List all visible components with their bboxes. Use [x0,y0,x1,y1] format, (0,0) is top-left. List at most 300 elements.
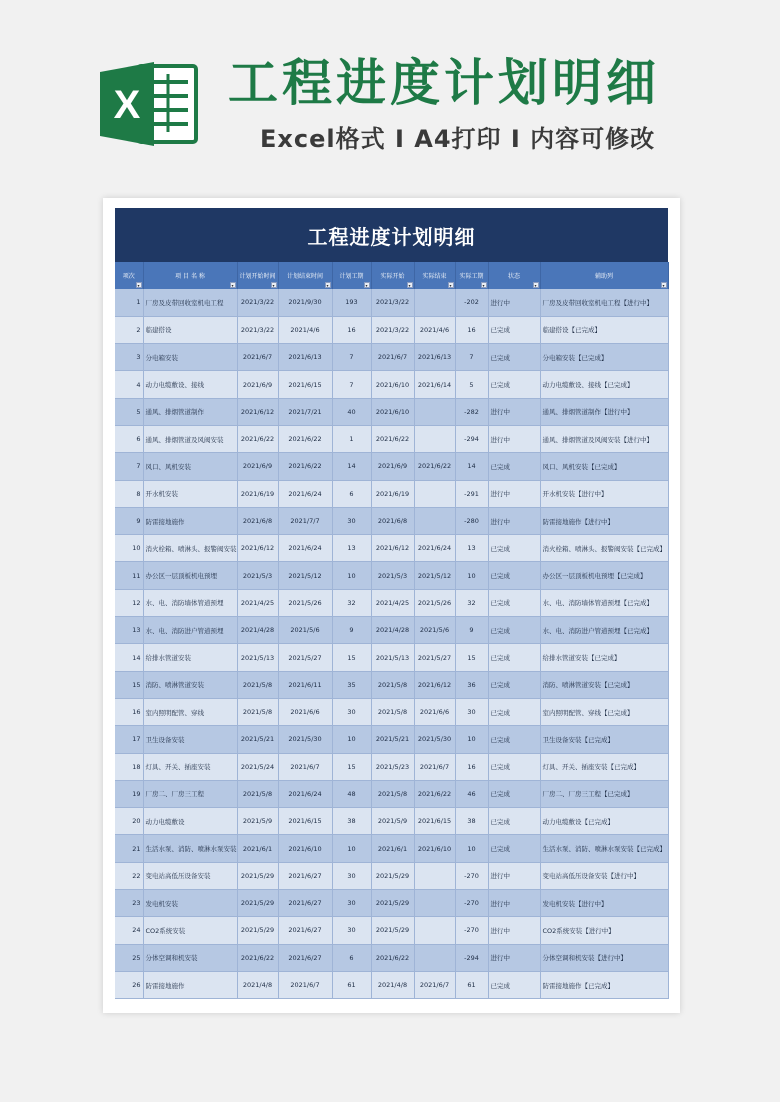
cell-plan-start[interactable]: 2021/3/22 [237,316,278,343]
cell-actual-start[interactable]: 2021/5/3 [371,562,414,589]
cell-plan-end[interactable]: 2021/6/13 [278,344,332,371]
cell-actual-duration[interactable]: 38 [455,808,488,835]
cell-plan-start[interactable]: 2021/5/24 [237,753,278,780]
cell-plan-duration[interactable]: 30 [332,862,371,889]
cell-actual-duration[interactable]: 10 [455,835,488,862]
cell-helper[interactable]: 防雷接地施作【已完成】 [540,971,668,998]
cell-plan-end[interactable]: 2021/4/6 [278,316,332,343]
filter-dropdown-icon[interactable]: ▾ [365,283,368,288]
cell-actual-duration[interactable]: -294 [455,425,488,452]
cell-item-no[interactable]: 4 [115,371,143,398]
cell-item-name[interactable]: 开水机安装 [143,480,237,507]
cell-plan-end[interactable]: 2021/6/15 [278,371,332,398]
cell-helper[interactable]: 通风、排烟管道及风阀安装【进行中】 [540,425,668,452]
cell-actual-end[interactable]: 2021/6/14 [414,371,455,398]
cell-plan-start[interactable]: 2021/5/13 [237,644,278,671]
cell-item-name[interactable]: 厂房二、厂房三工程 [143,780,237,807]
cell-plan-duration[interactable]: 30 [332,507,371,534]
cell-item-no[interactable]: 24 [115,917,143,944]
cell-plan-end[interactable]: 2021/6/22 [278,453,332,480]
cell-actual-start[interactable]: 2021/5/8 [371,698,414,725]
cell-actual-duration[interactable]: -280 [455,507,488,534]
cell-status[interactable]: 进行中 [488,289,540,316]
cell-plan-duration[interactable]: 48 [332,780,371,807]
cell-plan-duration[interactable]: 10 [332,726,371,753]
cell-status[interactable]: 已完成 [488,589,540,616]
cell-plan-start[interactable]: 2021/5/29 [237,890,278,917]
cell-item-no[interactable]: 20 [115,808,143,835]
cell-status[interactable]: 已完成 [488,562,540,589]
cell-status[interactable]: 进行中 [488,398,540,425]
cell-actual-duration[interactable]: 61 [455,971,488,998]
cell-plan-start[interactable]: 2021/5/8 [237,671,278,698]
cell-status[interactable]: 已完成 [488,371,540,398]
filter-dropdown-icon[interactable]: ▾ [326,283,329,288]
cell-actual-duration[interactable]: 16 [455,316,488,343]
cell-plan-start[interactable]: 2021/4/8 [237,971,278,998]
cell-helper[interactable]: 消火栓箱、喷淋头、报警阀安装【已完成】 [540,535,668,562]
cell-plan-duration[interactable]: 193 [332,289,371,316]
table-body [115,289,668,999]
cell-helper[interactable]: 厂房及皮带回收室机电工程【进行中】 [540,289,668,316]
cell-plan-duration[interactable]: 38 [332,808,371,835]
cell-status[interactable]: 已完成 [488,617,540,644]
cell-actual-start[interactable]: 2021/4/28 [371,617,414,644]
cell-helper[interactable]: 防雷接地施作【进行中】 [540,507,668,534]
cell-actual-start[interactable]: 2021/5/8 [371,671,414,698]
column-header[interactable] [115,262,143,289]
cell-actual-duration[interactable]: 32 [455,589,488,616]
cell-helper[interactable]: 生活水泵、消防、喷淋水泵安装【已完成】 [540,835,668,862]
cell-actual-start[interactable]: 2021/6/10 [371,398,414,425]
table-row [115,835,668,862]
cell-helper[interactable]: 分体空调和机安装【进行中】 [540,944,668,971]
cell-item-name[interactable]: 室内照明配管、穿线 [143,698,237,725]
cell-helper[interactable]: 分电箱安装【已完成】 [540,344,668,371]
cell-actual-end[interactable]: 2021/6/7 [414,753,455,780]
cell-plan-start[interactable]: 2021/5/8 [237,698,278,725]
cell-status[interactable]: 进行中 [488,425,540,452]
cell-item-name[interactable]: 动力电缆敷设 [143,808,237,835]
cell-plan-end[interactable]: 2021/6/27 [278,917,332,944]
cell-actual-end[interactable]: 2021/5/6 [414,617,455,644]
cell-actual-start[interactable]: 2021/5/29 [371,890,414,917]
table-row [115,398,668,425]
cell-plan-end[interactable]: 2021/5/6 [278,617,332,644]
cell-helper[interactable]: 发电机安装【进行中】 [540,890,668,917]
cell-helper[interactable]: 通风、排烟管道制作【进行中】 [540,398,668,425]
cell-actual-duration[interactable]: 13 [455,535,488,562]
banner [0,0,780,190]
cell-status[interactable]: 进行中 [488,890,540,917]
cell-plan-start[interactable]: 2021/5/9 [237,808,278,835]
column-header[interactable] [371,262,414,289]
filter-dropdown-icon[interactable]: ▾ [231,283,234,288]
cell-plan-start[interactable]: 2021/5/29 [237,917,278,944]
cell-actual-duration[interactable]: -291 [455,480,488,507]
cell-status[interactable]: 进行中 [488,480,540,507]
cell-plan-end[interactable]: 2021/7/7 [278,507,332,534]
excel-logo-icon [100,60,198,148]
cell-item-no[interactable]: 25 [115,944,143,971]
filter-dropdown-icon[interactable]: ▾ [272,283,275,288]
cell-item-name[interactable]: 分体空调和机安装 [143,944,237,971]
cell-actual-end[interactable] [414,890,455,917]
spreadsheet-page [103,198,680,1013]
cell-plan-start[interactable]: 2021/6/1 [237,835,278,862]
cell-helper[interactable]: 临建搭设【已完成】 [540,316,668,343]
cell-item-no[interactable]: 17 [115,726,143,753]
cell-actual-end[interactable]: 2021/6/10 [414,835,455,862]
cell-plan-duration[interactable]: 1 [332,425,371,452]
column-header[interactable] [278,262,332,289]
cell-actual-start[interactable]: 2021/5/29 [371,917,414,944]
cell-status[interactable]: 进行中 [488,862,540,889]
cell-actual-start[interactable]: 2021/5/8 [371,780,414,807]
cell-plan-start[interactable]: 2021/5/3 [237,562,278,589]
cell-actual-duration[interactable]: 14 [455,453,488,480]
cell-actual-end[interactable]: 2021/6/15 [414,808,455,835]
column-header[interactable] [540,262,668,289]
cell-plan-duration[interactable]: 61 [332,971,371,998]
cell-item-no[interactable]: 26 [115,971,143,998]
cell-item-no[interactable]: 9 [115,507,143,534]
cell-actual-start[interactable]: 2021/5/9 [371,808,414,835]
cell-helper[interactable]: 变电站高低压设备安装【进行中】 [540,862,668,889]
cell-helper[interactable]: 水、电、消防进户管道预埋【已完成】 [540,617,668,644]
cell-actual-end[interactable] [414,862,455,889]
cell-plan-duration[interactable]: 30 [332,698,371,725]
cell-item-no[interactable]: 1 [115,289,143,316]
cell-actual-start[interactable]: 2021/6/1 [371,835,414,862]
cell-plan-start[interactable]: 2021/6/22 [237,425,278,452]
cell-plan-end[interactable]: 2021/6/24 [278,780,332,807]
cell-plan-start[interactable]: 2021/6/8 [237,507,278,534]
cell-plan-start[interactable]: 2021/3/22 [237,289,278,316]
cell-plan-end[interactable]: 2021/6/10 [278,835,332,862]
cell-plan-end[interactable]: 2021/6/22 [278,425,332,452]
cell-actual-start[interactable]: 2021/5/23 [371,753,414,780]
cell-plan-start[interactable]: 2021/6/9 [237,371,278,398]
cell-item-name[interactable]: 防雷接地施作 [143,971,237,998]
cell-plan-end[interactable]: 2021/6/24 [278,535,332,562]
cell-item-no[interactable]: 10 [115,535,143,562]
cell-actual-duration[interactable]: 9 [455,617,488,644]
cell-item-name[interactable]: 风口、风机安装 [143,453,237,480]
cell-item-name[interactable]: 水、电、消防进户管道预埋 [143,617,237,644]
cell-plan-duration[interactable]: 15 [332,644,371,671]
cell-item-name[interactable]: 厂房及皮带回收室机电工程 [143,289,237,316]
cell-actual-end[interactable] [414,507,455,534]
cell-helper[interactable]: 开水机安装【进行中】 [540,480,668,507]
cell-plan-end[interactable]: 2021/6/27 [278,944,332,971]
cell-actual-end[interactable]: 2021/5/12 [414,562,455,589]
cell-helper[interactable]: 卫生设备安装【已完成】 [540,726,668,753]
table-row [115,780,668,807]
cell-status[interactable]: 已完成 [488,671,540,698]
column-header-label: 计划工期 [339,273,364,280]
cell-actual-start[interactable]: 2021/3/22 [371,289,414,316]
cell-plan-start[interactable]: 2021/4/28 [237,617,278,644]
cell-plan-duration[interactable]: 16 [332,316,371,343]
cell-actual-duration[interactable]: 46 [455,780,488,807]
cell-item-no[interactable]: 2 [115,316,143,343]
cell-item-name[interactable]: 消防、喷淋管道安装 [143,671,237,698]
cell-helper[interactable]: CO2系统安装【进行中】 [540,917,668,944]
cell-actual-duration[interactable]: 16 [455,753,488,780]
table-row [115,289,668,316]
cell-plan-start[interactable]: 2021/6/12 [237,398,278,425]
cell-actual-duration[interactable]: 10 [455,562,488,589]
cell-actual-end[interactable] [414,480,455,507]
cell-item-no[interactable]: 23 [115,890,143,917]
cell-plan-start[interactable]: 2021/6/7 [237,344,278,371]
cell-status[interactable]: 进行中 [488,944,540,971]
cell-item-name[interactable]: 防雷接地施作 [143,507,237,534]
cell-plan-duration[interactable]: 6 [332,480,371,507]
cell-plan-duration[interactable]: 40 [332,398,371,425]
cell-item-no[interactable]: 11 [115,562,143,589]
filter-dropdown-icon[interactable]: ▾ [449,283,452,288]
cell-actual-end[interactable]: 2021/6/22 [414,453,455,480]
cell-actual-start[interactable]: 2021/6/10 [371,371,414,398]
cell-actual-start[interactable]: 2021/4/8 [371,971,414,998]
cell-plan-start[interactable]: 2021/6/9 [237,453,278,480]
cell-item-no[interactable]: 6 [115,425,143,452]
cell-actual-end[interactable] [414,944,455,971]
cell-plan-start[interactable]: 2021/5/21 [237,726,278,753]
cell-plan-end[interactable]: 2021/5/26 [278,589,332,616]
column-header-label: 实际结束 [422,273,447,280]
cell-actual-start[interactable]: 2021/6/7 [371,344,414,371]
cell-item-name[interactable]: 生活水泵、消防、喷淋水泵安装 [143,835,237,862]
cell-actual-start[interactable]: 2021/6/12 [371,535,414,562]
cell-status[interactable]: 已完成 [488,698,540,725]
cell-status[interactable]: 已完成 [488,535,540,562]
cell-actual-end[interactable]: 2021/6/7 [414,971,455,998]
cell-item-name[interactable]: 通风、排烟管道制作 [143,398,237,425]
cell-actual-end[interactable]: 2021/6/24 [414,535,455,562]
cell-plan-start[interactable]: 2021/6/22 [237,944,278,971]
cell-plan-start[interactable]: 2021/5/8 [237,780,278,807]
cell-actual-duration[interactable]: -202 [455,289,488,316]
cell-plan-end[interactable]: 2021/5/30 [278,726,332,753]
filter-dropdown-icon[interactable]: ▾ [534,283,537,288]
cell-actual-duration[interactable]: 7 [455,344,488,371]
cell-plan-start[interactable]: 2021/6/19 [237,480,278,507]
cell-plan-start[interactable]: 2021/5/29 [237,862,278,889]
cell-helper[interactable]: 水、电、消防墙体管道预埋【已完成】 [540,589,668,616]
cell-helper[interactable]: 动力电缆敷设、接线【已完成】 [540,371,668,398]
cell-item-name[interactable]: 发电机安装 [143,890,237,917]
cell-plan-end[interactable]: 2021/6/7 [278,753,332,780]
cell-actual-end[interactable]: 2021/6/13 [414,344,455,371]
filter-dropdown-icon[interactable]: ▾ [662,283,665,288]
cell-actual-start[interactable]: 2021/5/13 [371,644,414,671]
cell-plan-end[interactable]: 2021/7/21 [278,398,332,425]
cell-actual-end[interactable]: 2021/6/12 [414,671,455,698]
cell-helper[interactable]: 室内照明配管、穿线【已完成】 [540,698,668,725]
cell-actual-end[interactable]: 2021/5/26 [414,589,455,616]
cell-status[interactable]: 已完成 [488,344,540,371]
cell-plan-end[interactable]: 2021/6/24 [278,480,332,507]
cell-plan-duration[interactable]: 10 [332,835,371,862]
cell-actual-start[interactable]: 2021/5/29 [371,862,414,889]
cell-actual-start[interactable]: 2021/6/22 [371,425,414,452]
cell-item-name[interactable]: 办公区一层顶板机电预埋 [143,562,237,589]
cell-item-name[interactable]: CO2系统安装 [143,917,237,944]
cell-status[interactable]: 已完成 [488,753,540,780]
header-row [115,262,668,289]
cell-actual-start[interactable]: 2021/5/21 [371,726,414,753]
cell-item-name[interactable]: 变电站高低压设备安装 [143,862,237,889]
cell-status[interactable]: 进行中 [488,507,540,534]
cell-item-name[interactable]: 消火栓箱、喷淋头、报警阀安装 [143,535,237,562]
cell-actual-end[interactable] [414,289,455,316]
cell-actual-start[interactable]: 2021/6/22 [371,944,414,971]
cell-plan-duration[interactable]: 32 [332,589,371,616]
cell-plan-start[interactable]: 2021/6/12 [237,535,278,562]
cell-item-no[interactable]: 16 [115,698,143,725]
cell-item-name[interactable]: 给排水管道安装 [143,644,237,671]
table-row [115,890,668,917]
cell-helper[interactable]: 风口、风机安装【已完成】 [540,453,668,480]
cell-actual-duration[interactable]: 36 [455,671,488,698]
cell-plan-end[interactable]: 2021/6/7 [278,971,332,998]
cell-plan-duration[interactable]: 7 [332,344,371,371]
cell-item-name[interactable]: 水、电、消防墙体管道预埋 [143,589,237,616]
cell-actual-duration[interactable]: 10 [455,726,488,753]
cell-actual-duration[interactable]: 30 [455,698,488,725]
cell-item-no[interactable]: 5 [115,398,143,425]
cell-item-no[interactable]: 22 [115,862,143,889]
cell-actual-end[interactable]: 2021/6/6 [414,698,455,725]
cell-item-no[interactable]: 15 [115,671,143,698]
cell-status[interactable]: 已完成 [488,835,540,862]
cell-helper[interactable]: 动力电缆敷设【已完成】 [540,808,668,835]
cell-actual-duration[interactable]: 15 [455,644,488,671]
cell-plan-end[interactable]: 2021/6/6 [278,698,332,725]
cell-actual-end[interactable]: 2021/5/30 [414,726,455,753]
cell-plan-end[interactable]: 2021/6/11 [278,671,332,698]
cell-status[interactable]: 已完成 [488,780,540,807]
cell-item-no[interactable]: 18 [115,753,143,780]
cell-actual-end[interactable]: 2021/6/22 [414,780,455,807]
cell-actual-duration[interactable]: 5 [455,371,488,398]
table-row [115,644,668,671]
column-header[interactable] [414,262,455,289]
cell-plan-end[interactable]: 2021/6/27 [278,862,332,889]
cell-status[interactable]: 已完成 [488,644,540,671]
cell-actual-end[interactable]: 2021/4/6 [414,316,455,343]
column-header[interactable] [332,262,371,289]
cell-helper[interactable]: 给排水管道安装【已完成】 [540,644,668,671]
cell-item-no[interactable]: 7 [115,453,143,480]
cell-status[interactable]: 已完成 [488,453,540,480]
cell-item-name[interactable]: 分电箱安装 [143,344,237,371]
column-header[interactable] [455,262,488,289]
cell-plan-duration[interactable]: 15 [332,753,371,780]
cell-plan-duration[interactable]: 9 [332,617,371,644]
cell-actual-end[interactable] [414,425,455,452]
cell-plan-duration[interactable]: 14 [332,453,371,480]
column-header-label: 项 目 名 称 [175,273,205,280]
cell-helper[interactable]: 厂房二、厂房三工程【已完成】 [540,780,668,807]
cell-helper[interactable]: 消防、喷淋管道安装【已完成】 [540,671,668,698]
cell-actual-duration[interactable]: -270 [455,890,488,917]
cell-plan-end[interactable]: 2021/6/15 [278,808,332,835]
cell-actual-start[interactable]: 2021/6/19 [371,480,414,507]
column-header-label: 实际工期 [459,273,484,280]
cell-plan-duration[interactable]: 10 [332,562,371,589]
cell-plan-duration[interactable]: 35 [332,671,371,698]
column-header[interactable] [143,262,237,289]
cell-actual-end[interactable] [414,917,455,944]
cell-helper[interactable]: 灯具、开关、插座安装【已完成】 [540,753,668,780]
cell-helper[interactable]: 办公区一层顶板机电预埋【已完成】 [540,562,668,589]
table-row [115,808,668,835]
cell-actual-duration[interactable]: -294 [455,944,488,971]
cell-status[interactable]: 已完成 [488,726,540,753]
filter-dropdown-icon[interactable]: ▾ [482,283,485,288]
cell-actual-duration[interactable]: -270 [455,862,488,889]
table-row [115,971,668,998]
cell-actual-end[interactable]: 2021/5/27 [414,644,455,671]
cell-actual-end[interactable] [414,398,455,425]
table-row [115,726,668,753]
cell-actual-start[interactable]: 2021/3/22 [371,316,414,343]
cell-plan-duration[interactable]: 13 [332,535,371,562]
cell-plan-start[interactable]: 2021/4/25 [237,589,278,616]
cell-actual-start[interactable]: 2021/6/9 [371,453,414,480]
cell-item-no[interactable]: 21 [115,835,143,862]
table-row [115,453,668,480]
cell-item-no[interactable]: 13 [115,617,143,644]
cell-plan-duration[interactable]: 30 [332,917,371,944]
cell-item-no[interactable]: 8 [115,480,143,507]
cell-item-name[interactable]: 灯具、开关、插座安装 [143,753,237,780]
cell-status[interactable]: 已完成 [488,971,540,998]
column-header[interactable] [237,262,278,289]
cell-item-no[interactable]: 12 [115,589,143,616]
column-header[interactable] [488,262,540,289]
cell-item-name[interactable]: 临建搭设 [143,316,237,343]
cell-plan-duration[interactable]: 6 [332,944,371,971]
cell-item-name[interactable]: 动力电缆敷设、接线 [143,371,237,398]
filter-dropdown-icon[interactable]: ▾ [408,283,411,288]
table-row [115,480,668,507]
cell-item-no[interactable]: 19 [115,780,143,807]
cell-plan-duration[interactable]: 7 [332,371,371,398]
cell-item-no[interactable]: 14 [115,644,143,671]
cell-plan-end[interactable]: 2021/5/12 [278,562,332,589]
cell-status[interactable]: 进行中 [488,917,540,944]
cell-plan-duration[interactable]: 30 [332,890,371,917]
cell-status[interactable]: 已完成 [488,316,540,343]
cell-plan-end[interactable]: 2021/5/27 [278,644,332,671]
filter-dropdown-icon[interactable]: ▾ [137,283,140,288]
cell-plan-end[interactable]: 2021/9/30 [278,289,332,316]
cell-status[interactable]: 已完成 [488,808,540,835]
cell-actual-start[interactable]: 2021/4/25 [371,589,414,616]
cell-actual-start[interactable]: 2021/6/8 [371,507,414,534]
cell-item-name[interactable]: 通风、排烟管道及风阀安装 [143,425,237,452]
cell-plan-end[interactable]: 2021/6/27 [278,890,332,917]
cell-item-no[interactable]: 3 [115,344,143,371]
cell-actual-duration[interactable]: -270 [455,917,488,944]
cell-actual-duration[interactable]: -282 [455,398,488,425]
cell-item-name[interactable]: 卫生设备安装 [143,726,237,753]
